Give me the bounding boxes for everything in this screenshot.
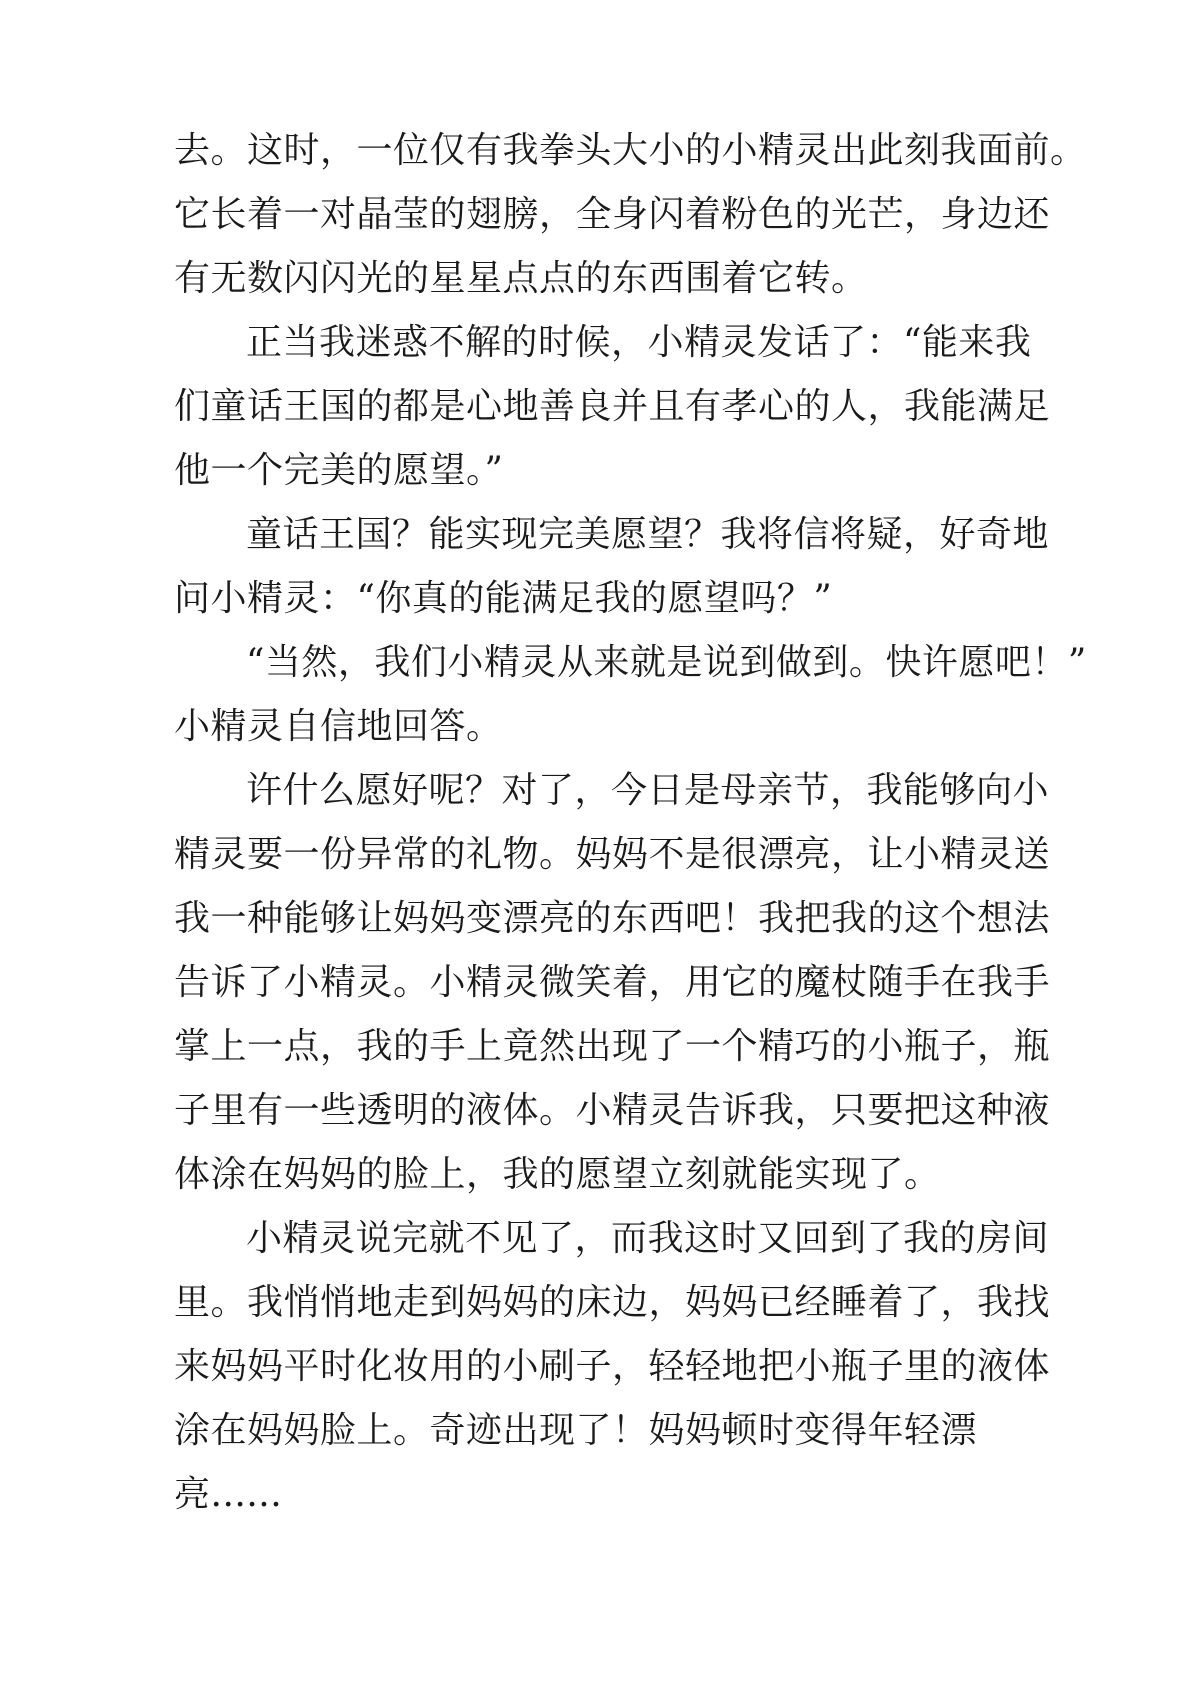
text-line: 涂在妈妈脸上。奇迹出现了！妈妈顿时变得年轻漂 (174, 1410, 978, 1451)
text-line: 问小精灵：“你真的能满足我的愿望吗？” (174, 578, 833, 619)
paragraph-6 (174, 1207, 1051, 1527)
paragraph-2 (174, 311, 1051, 503)
paragraph-5 (174, 759, 1051, 1207)
text-line: 体涂在妈妈的脸上，我的愿望立刻就能实现了。 (174, 1154, 941, 1195)
text-line: “当然，我们小精灵从来就是说到做到。快许愿吧！” (246, 642, 1087, 683)
text-line: 们童话王国的都是心地善良并且有孝心的人，我能满足 (174, 386, 1051, 427)
text-line: 掌上一点，我的手上竟然出现了一个精巧的小瓶子，瓶 (174, 1026, 1051, 1067)
text-line: 童话王国？能实现完美愿望？我将信将疑，好奇地 (246, 514, 1050, 555)
text-line: 精灵要一份异常的礼物。妈妈不是很漂亮，让小精灵送 (174, 834, 1051, 875)
text-line: 有无数闪闪光的星星点点的东西围着它转。 (174, 258, 868, 299)
text-line: 小精灵自信地回答。 (174, 706, 503, 747)
text-line: 来妈妈平时化妆用的小刷子，轻轻地把小瓶子里的液体 (174, 1346, 1051, 1387)
text-line: 里。我悄悄地走到妈妈的床边，妈妈已经睡着了，我找 (174, 1282, 1051, 1323)
story-text (174, 119, 1087, 1527)
text-line: 去。这时，一位仅有我拳头大小的小精灵出此刻我面前。 (174, 130, 1087, 171)
text-line: 小精灵说完就不见了，而我这时又回到了我的房间 (246, 1218, 1050, 1259)
text-line: 它长着一对晶莹的翅膀，全身闪着粉色的光芒，身边还 (174, 194, 1051, 235)
paragraph-3 (174, 503, 1050, 631)
text-line: 许什么愿好呢？对了，今日是母亲节，我能够向小 (246, 770, 1050, 811)
paragraph-4 (174, 631, 1087, 759)
text-line: 亮...... (174, 1474, 283, 1515)
text-line: 他一个完美的愿望。” (174, 450, 504, 491)
text-line: 告诉了小精灵。小精灵微笑着，用它的魔杖随手在我手 (174, 962, 1051, 1003)
paragraph-1 (174, 119, 1087, 311)
text-line: 子里有一些透明的液体。小精灵告诉我，只要把这种液 (174, 1090, 1051, 1131)
text-line: 我一种能够让妈妈变漂亮的东西吧！我把我的这个想法 (174, 898, 1051, 939)
text-line: 正当我迷惑不解的时候，小精灵发话了：“能来我 (246, 322, 1032, 363)
